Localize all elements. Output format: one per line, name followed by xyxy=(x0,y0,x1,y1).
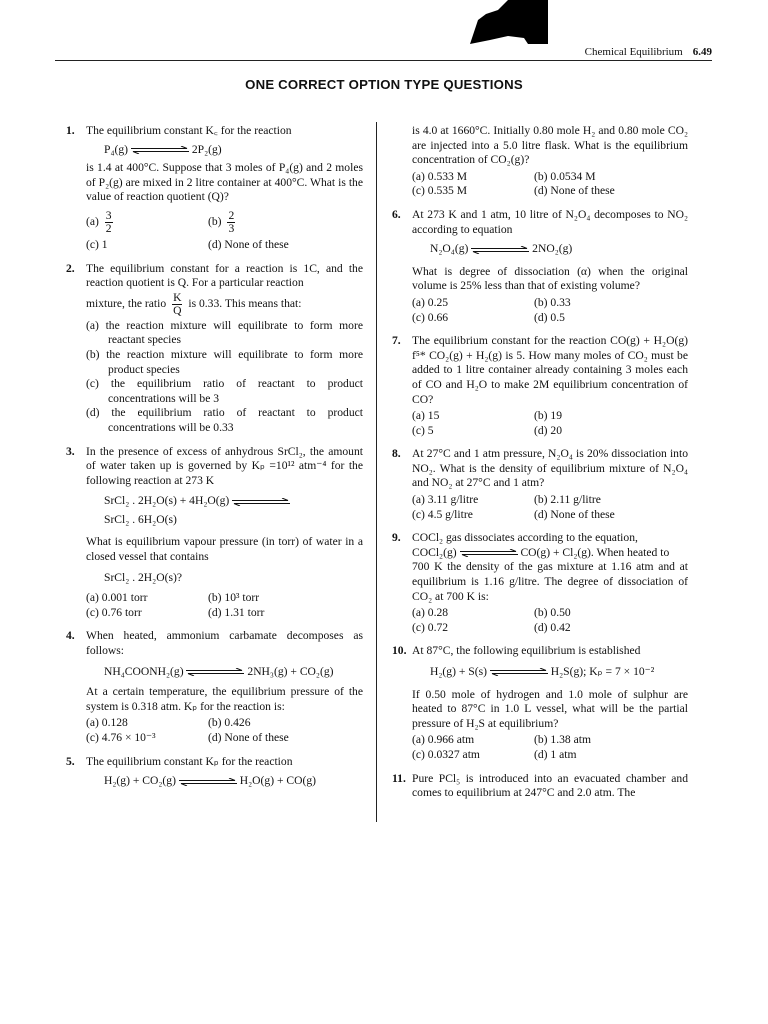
option-c: (c) 0.76 torr xyxy=(86,605,142,619)
option-d: (d) 20 xyxy=(534,423,563,437)
option-b: (b) 10³ torr xyxy=(208,591,260,605)
option-a: (a) 3.11 g/litre xyxy=(412,493,479,507)
question-stem-continued: What is degree of dissociation (α) when the original volume is 25% less than that of existing volume? xyxy=(412,264,688,293)
option-c: (c) 0.535 M xyxy=(412,184,468,198)
option-b: (b) 0.50 xyxy=(534,606,571,620)
question-3 xyxy=(66,445,363,621)
reaction-equation xyxy=(412,546,688,561)
question-number: 1. xyxy=(66,124,75,137)
products: 2NO₂(g) xyxy=(532,242,573,256)
numerator: K xyxy=(173,290,182,304)
options xyxy=(412,296,688,325)
options xyxy=(86,591,363,620)
option-d: (d) None of these xyxy=(534,507,615,521)
option-c: (c) 0.66 xyxy=(412,310,449,324)
option-a: (a) the reaction mixture will equilibrate to form more reactant species xyxy=(86,318,363,347)
equilibrium-arrow-icon xyxy=(490,668,548,676)
option-a: (a) 0.001 torr xyxy=(86,591,148,605)
option-a: (a) 0.533 M xyxy=(412,169,468,183)
text: mixture, the ratio xyxy=(86,296,167,310)
question-8 xyxy=(392,447,688,522)
left-column xyxy=(66,124,363,798)
fraction xyxy=(105,210,113,235)
question-number: 4. xyxy=(66,629,75,643)
option-c: (c) 0.0327 atm xyxy=(412,747,480,761)
reactants: P₄(g) xyxy=(104,142,129,156)
question-stem-continued: What is equilibrium vapour pressure (in torr) of water in a closed vessel that contains xyxy=(86,535,363,564)
reaction-equation xyxy=(86,494,363,509)
options xyxy=(412,170,688,199)
question-11 xyxy=(392,772,688,801)
option-b: (b) the reaction mixture will equilibrate to form more product species xyxy=(86,347,363,376)
option-b xyxy=(208,210,363,235)
question-stem: COCl₂ gas dissociates according to the equation, xyxy=(412,531,638,545)
section-title: ONE CORRECT OPTION TYPE QUESTIONS xyxy=(245,77,523,92)
reaction-equation xyxy=(86,143,363,158)
question-2 xyxy=(66,262,363,436)
question-stem-ratio xyxy=(86,292,363,317)
option-b: (b) 2.11 g/litre xyxy=(534,493,601,507)
reaction-equation xyxy=(412,665,688,680)
option-d: (d) None of these xyxy=(534,184,615,198)
column-divider xyxy=(376,122,377,822)
products: H₂S(g); Kₚ = 7 × 10⁻² xyxy=(550,665,655,678)
option-b: (b) 19 xyxy=(534,409,563,423)
question-stem: When heated, ammonium carbamate decomposes as follows: xyxy=(86,629,363,658)
question-number: 8. xyxy=(392,447,401,461)
page-number: 6.49 xyxy=(692,46,712,58)
option-c: (c) 5 xyxy=(412,423,434,437)
question-stem: Pure PCl₅ is introduced into an evacuated chamber and comes to equilibrium at 247°C and 2.0 atm. The xyxy=(412,771,688,800)
question-number: 9. xyxy=(392,531,401,545)
question-number: 5. xyxy=(66,754,75,768)
equilibrium-arrow-icon xyxy=(460,549,518,557)
reaction-equation xyxy=(412,242,688,257)
question-stem: The equilibrium constant Kₚ for the reaction xyxy=(86,754,293,768)
question-stem: The equilibrium constant for a reaction is 1C, and the reaction quotient is Q. For a particular reaction xyxy=(86,261,363,290)
reactants: COCl₂(g) xyxy=(412,545,457,559)
right-column xyxy=(392,124,688,810)
question-stem: At 87°C, the following equilibrium is established xyxy=(412,644,641,658)
reaction-product: SrCl₂ . 6H₂O(s) xyxy=(104,512,177,526)
option-d: (d) 0.5 xyxy=(534,310,565,324)
option-b: (b) 0.33 xyxy=(534,295,571,309)
chapter-title: Chemical Equilibrium xyxy=(584,46,683,58)
question-stem-continued: is 4.0 at 1660°C. Initially 0.80 mole H₂ and 0.80 mole CO₂ are injected into a 5.0 litre flask. What is the equilibrium concentration of CO₂(g)? xyxy=(412,124,688,167)
denominator: 3 xyxy=(228,221,235,235)
question-7 xyxy=(392,334,688,438)
question-stem-continued: is 1.4 at 400°C. Suppose that 3 moles of P₄(g) and 2 moles of P₂(g) are mixed in 2 litre container at 400°C. What is the value of reaction quotient (Q)? xyxy=(86,161,363,204)
option-d: (d) 1.31 torr xyxy=(208,605,265,619)
option-c: (c) 1 xyxy=(86,237,108,251)
reactants: N₂O₄(g) xyxy=(430,242,469,256)
option-label: (a) xyxy=(86,215,99,229)
question-number: 2. xyxy=(66,261,75,275)
products: CO(g) + Cl₂(g). When heated to xyxy=(520,545,670,559)
reaction-equation xyxy=(86,665,363,680)
fraction xyxy=(172,292,182,317)
option-c: (c) 4.5 g/litre xyxy=(412,507,473,521)
option-b: (b) 0.426 xyxy=(208,716,251,730)
option-d: (d) 1 atm xyxy=(534,747,577,761)
question-stem: At 273 K and 1 atm, 10 litre of N₂O₄ decomposes to NO₂ according to equation xyxy=(412,207,688,236)
reactants: SrCl₂ . 2H₂O(s) + 4H₂O(g) xyxy=(104,494,230,508)
options xyxy=(86,210,363,253)
options xyxy=(412,493,688,522)
question-4 xyxy=(66,629,363,745)
option-a xyxy=(86,210,208,235)
question-stem: At 27°C and 1 atm pressure, N₂O₄ is 20% dissociation into NO₂. What is the density of equilibrium mixture of N₂O₄ and NO₂ at 27°C and 1 atm? xyxy=(412,447,688,490)
equilibrium-arrow-icon xyxy=(186,668,244,676)
reaction-equation xyxy=(86,774,363,789)
question-number: 11. xyxy=(392,771,406,785)
option-d: (d) the equilibrium ratio of reactant to product concentrations will be 0.33 xyxy=(86,406,363,434)
options xyxy=(86,716,363,745)
option-a: (a) 15 xyxy=(412,409,440,423)
products: 2NH₃(g) + CO₂(g) xyxy=(247,664,334,678)
header-decoration-shape xyxy=(468,0,548,44)
reactants: NH₄COONH₂(g) xyxy=(104,664,184,678)
option-label: (b) xyxy=(208,215,222,229)
question-1 xyxy=(66,124,363,253)
question-stem: The equilibrium constant K꜀ for the reaction xyxy=(86,124,292,137)
running-head xyxy=(585,45,712,60)
question-stem-continued: 700 K the density of the gas mixture at 1.16 atm and at equilibrium is 1.16 g/litre. The degree of dissociation of CO₂ at 700 K is: xyxy=(412,560,688,603)
question-10 xyxy=(392,644,688,762)
option-c: (c) 4.76 × 10⁻³ xyxy=(86,731,156,744)
denominator: 2 xyxy=(105,221,112,235)
header-rule xyxy=(55,60,712,61)
option-c: (c) 0.72 xyxy=(412,620,449,634)
question-number: 10. xyxy=(392,644,407,658)
question-stem: In the presence of excess of anhydrous SrCl₂, the amount of water taken up is governed by Kₚ =10¹² atm⁻⁴ for the following reaction at 273 K xyxy=(86,444,363,487)
options xyxy=(86,319,363,436)
options xyxy=(412,409,688,438)
equilibrium-arrow-icon xyxy=(232,498,290,506)
options xyxy=(412,733,688,762)
numerator: 3 xyxy=(105,208,112,222)
numerator: 2 xyxy=(228,208,235,222)
text: is 0.33. This means that: xyxy=(188,296,302,310)
products: 2P₂(g) xyxy=(191,142,222,156)
equilibrium-arrow-icon xyxy=(179,778,237,786)
question-stem-continued: At a certain temperature, the equilibrium pressure of the system is 0.318 atm. Kₚ for the reaction is: xyxy=(86,685,363,713)
option-a: (a) 0.28 xyxy=(412,606,449,620)
option-c: (c) the equilibrium ratio of reactant to product concentrations will be 3 xyxy=(86,377,363,405)
equilibrium-arrow-icon xyxy=(131,146,189,154)
question-number: 7. xyxy=(392,334,401,348)
option-a: (a) 0.966 atm xyxy=(412,733,475,747)
options xyxy=(412,606,688,635)
products: H₂O(g) + CO(g) xyxy=(239,774,317,788)
denominator: Q xyxy=(173,303,182,317)
reactants: H₂(g) + S(s) xyxy=(430,665,487,678)
option-d: (d) None of these xyxy=(208,731,289,744)
option-d: (d) 0.42 xyxy=(534,620,571,634)
option-d: (d) None of these xyxy=(208,237,289,251)
question-stem: The equilibrium constant for the reaction CO(g) + H₂O(g) f⁵* CO₂(g) + H₂(g) is 5. How many moles of CO₂ must be added to 1 litre container already containing 3 moles each of CO and H₂O to make 2M equilibrium concentration of CO? xyxy=(412,334,688,406)
fraction xyxy=(227,210,235,235)
question-stem-continued: If 0.50 mole of hydrogen and 1.0 mole of sulphur are heated to 87°C in 1.0 L vessel, what will be the partial pressure of H₂S at equilibrium? xyxy=(412,687,688,730)
option-a: (a) 0.128 xyxy=(86,716,128,730)
option-a: (a) 0.25 xyxy=(412,295,449,309)
option-b: (b) 1.38 atm xyxy=(534,733,591,747)
reaction-species: SrCl₂ . 2H₂O(s)? xyxy=(104,570,182,584)
equilibrium-arrow-icon xyxy=(471,246,529,254)
question-5-continued xyxy=(392,124,688,199)
option-b: (b) 0.0534 M xyxy=(534,169,596,183)
question-5 xyxy=(66,755,363,789)
question-6 xyxy=(392,208,688,325)
question-9 xyxy=(392,531,688,635)
question-number: 3. xyxy=(66,444,75,458)
reactants: H₂(g) + CO₂(g) xyxy=(104,774,176,788)
question-number: 6. xyxy=(392,207,401,221)
